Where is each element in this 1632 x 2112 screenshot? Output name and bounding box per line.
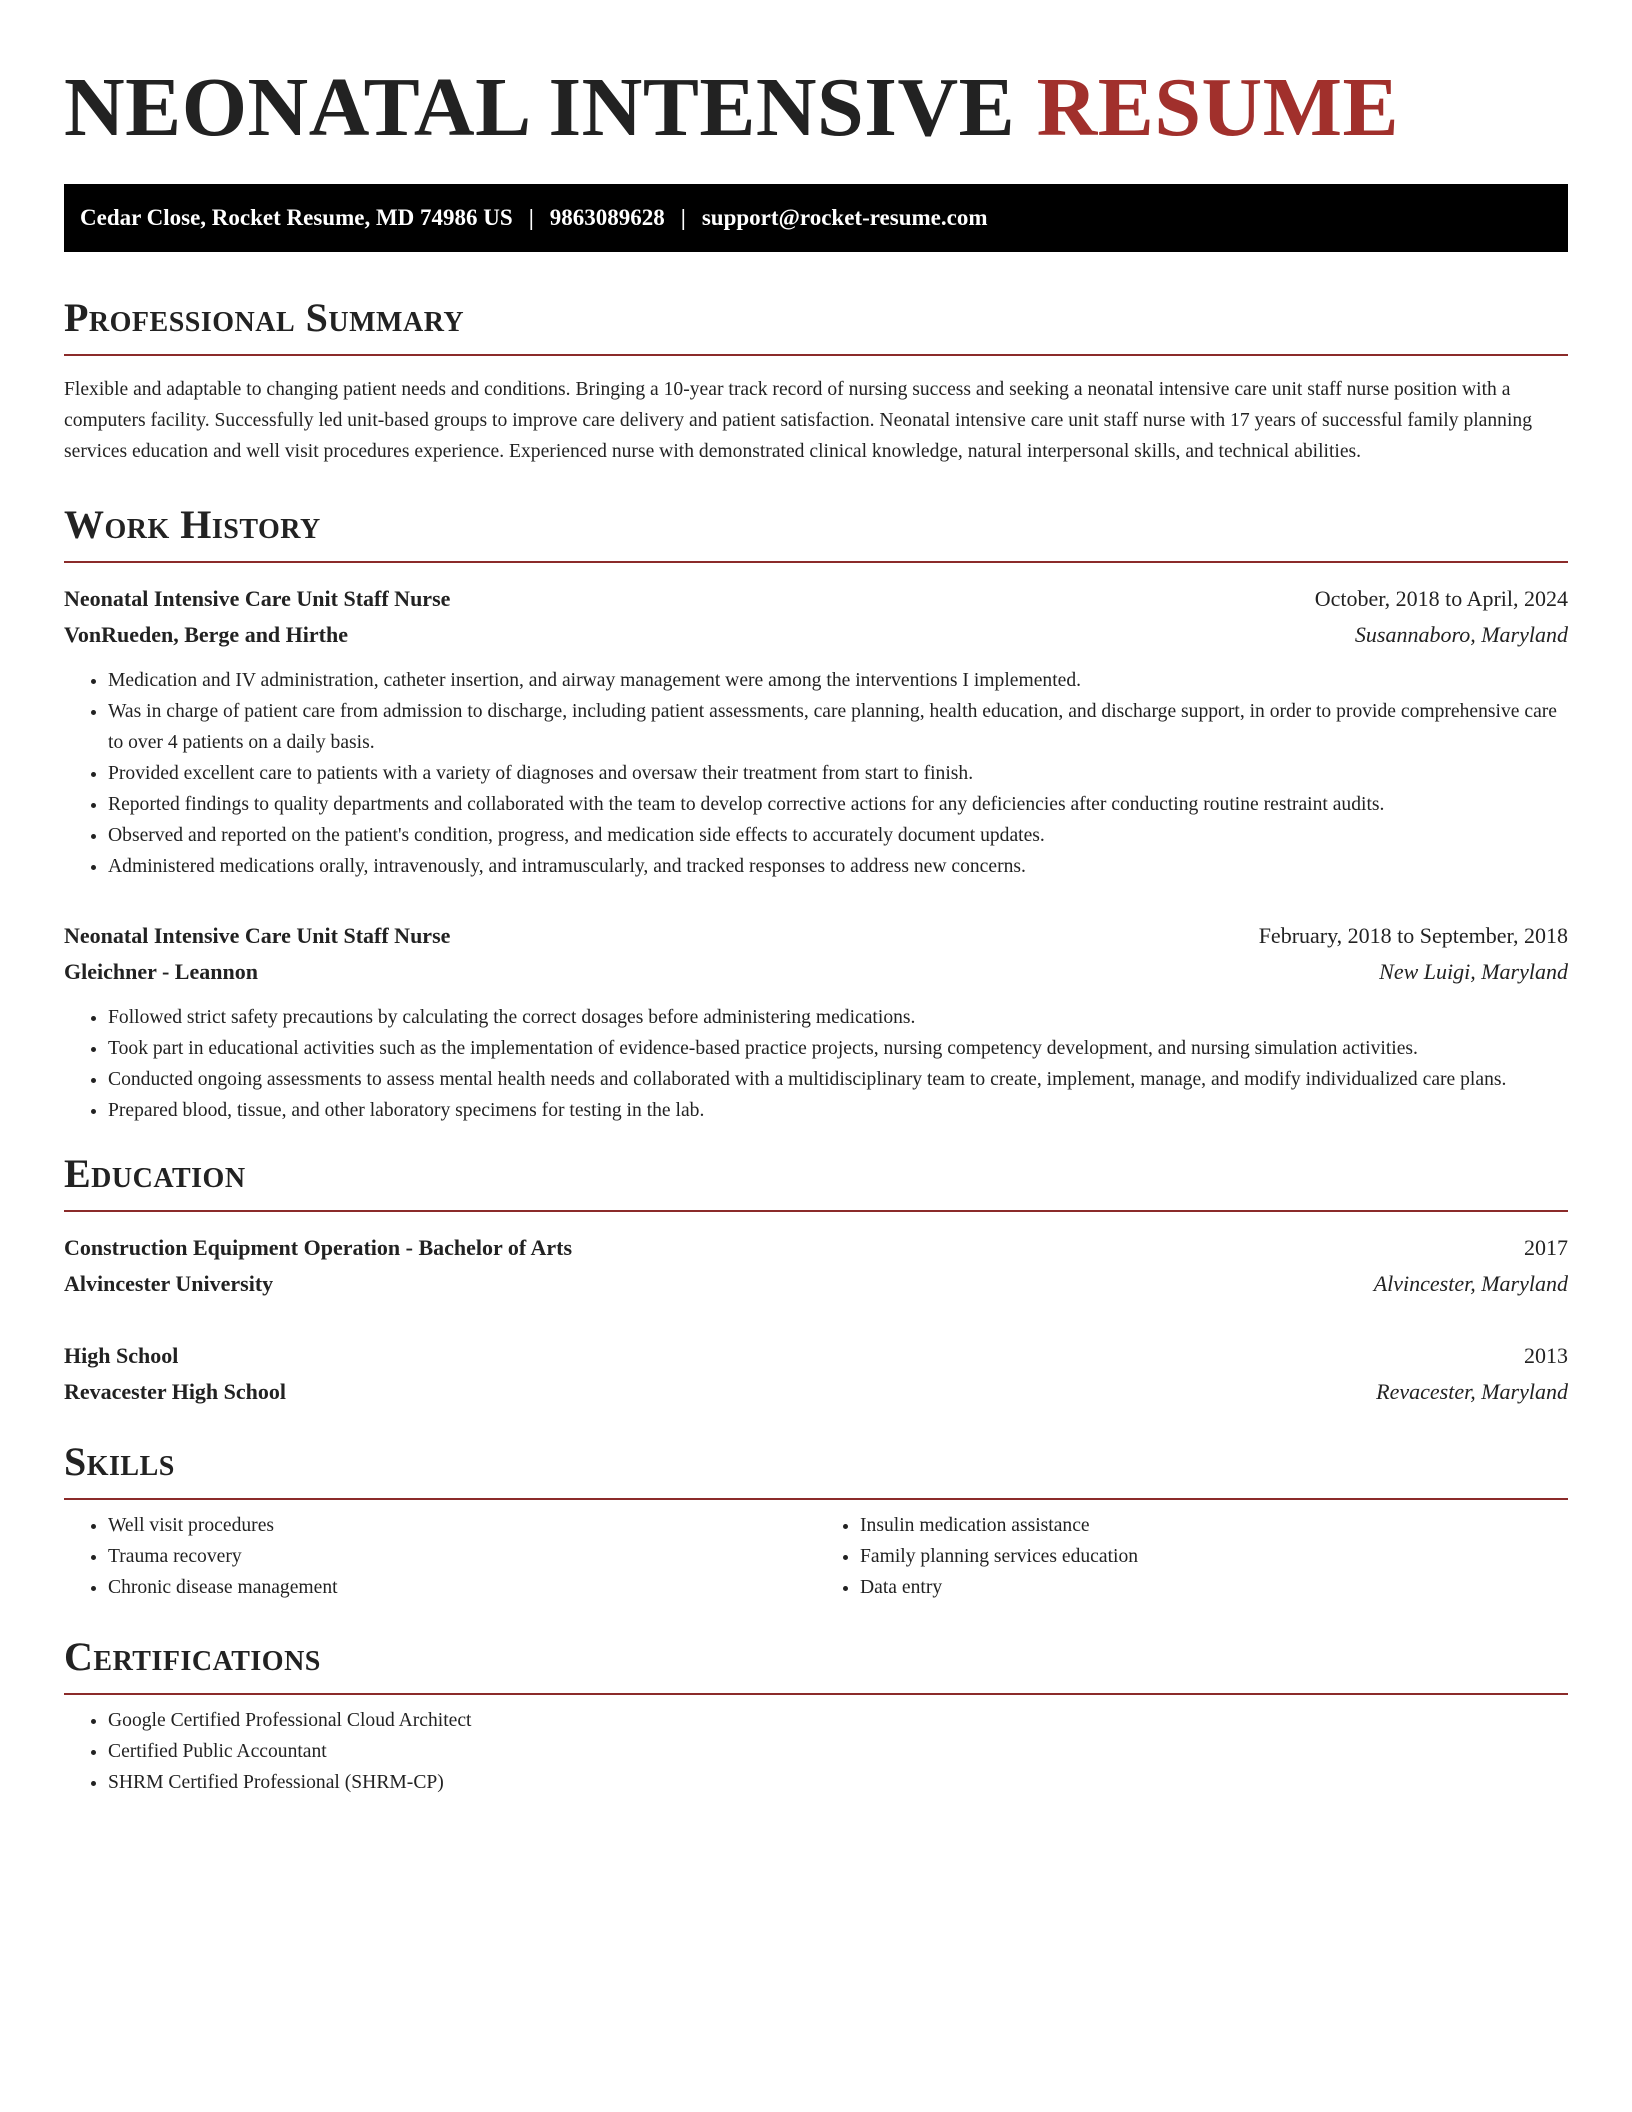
job-location: New Luigi, Maryland	[1379, 959, 1568, 984]
job-entry	[64, 581, 1568, 882]
list-item: • Administered medications orally, intravenously, and intramuscularly, and tracked responses to address new concerns.	[108, 851, 1568, 882]
job-duties-list	[64, 665, 1568, 882]
list-item: • Data entry	[860, 1572, 1568, 1603]
list-item: • Conducted ongoing assessments to assess mental health needs and collaborated with a multidisciplinary team to create, implement, manage, and modify individualized care plans.	[108, 1064, 1568, 1095]
work-history-section	[64, 503, 1568, 1126]
list-item: • Family planning services education	[860, 1541, 1568, 1572]
summary-text: Flexible and adaptable to changing patient needs and conditions. Bringing a 10-year track record of nursing success and seeking a neonatal intensive care unit staff nurse position with a computers facility. Successfully led unit-based groups to improve care delivery and patient satisfaction. Neonatal intensive care unit staff nurse with 17 years of successful family planning services education and well visit procedures experience. Experienced nurse with demonstrated clinical knowledge, natural interpersonal skills, and technical abilities.	[64, 379, 1533, 462]
list-item: • Was in charge of patient care from admission to discharge, including patient assessments, care planning, health education, and discharge support, in order to provide comprehensive care to over 4 patients on a daily basis.	[108, 696, 1568, 758]
education-degree: High School	[64, 1343, 179, 1368]
list-item: • Took part in educational activities such as the implementation of evidence-based practice projects, nursing competency development, and nursing simulation activities.	[108, 1033, 1568, 1064]
section-divider	[64, 1693, 1568, 1695]
certifications-section	[64, 1635, 1568, 1798]
section-divider	[64, 561, 1568, 563]
list-item: • Prepared blood, tissue, and other laboratory specimens for testing in the lab.	[108, 1095, 1568, 1126]
section-divider	[64, 1498, 1568, 1500]
skills-section	[64, 1440, 1568, 1603]
skills-columns	[64, 1510, 1568, 1603]
list-item: • Trauma recovery	[108, 1541, 816, 1572]
certifications-list	[64, 1705, 1568, 1798]
job-header-row	[64, 581, 1568, 617]
contact-address: Cedar Close, Rocket Resume, MD 74986 US	[80, 205, 513, 230]
list-item: • SHRM Certified Professional (SHRM-CP)	[108, 1767, 1568, 1798]
education-year: 2017	[1524, 1235, 1568, 1260]
list-item: • Reported findings to quality departments and collaborated with the team to develop corrective actions for any deficiencies after conducting routine restraint audits.	[108, 789, 1568, 820]
list-item: • Well visit procedures	[108, 1510, 816, 1541]
skills-list-left	[64, 1510, 816, 1603]
contact-email: support@rocket-resume.com	[701, 205, 988, 230]
section-title: Education	[64, 1151, 246, 1196]
education-location: Alvincester, Maryland	[1373, 1271, 1568, 1296]
job-entry	[64, 918, 1568, 1126]
contact-bar	[64, 184, 1568, 252]
skills-list-right	[816, 1510, 1568, 1603]
job-duties-list	[64, 1002, 1568, 1126]
list-item: • Insulin medication assistance	[860, 1510, 1568, 1541]
contact-phone: 9863089628	[549, 205, 665, 230]
education-header-row	[64, 1338, 1568, 1374]
list-item: • Provided excellent care to patients with a variety of diagnoses and oversaw their treatment from start to finish.	[108, 758, 1568, 789]
education-location: Revacester, Maryland	[1376, 1379, 1568, 1404]
list-item: • Followed strict safety precautions by calculating the correct dosages before administering medications.	[108, 1002, 1568, 1033]
list-item: • Chronic disease management	[108, 1572, 816, 1603]
contact-separator: |	[680, 205, 686, 230]
job-company-row	[64, 954, 1568, 990]
education-degree: Construction Equipment Operation - Bachelor of Arts	[64, 1235, 573, 1260]
job-role: Neonatal Intensive Care Unit Staff Nurse	[64, 586, 451, 611]
job-dates: February, 2018 to September, 2018	[1258, 923, 1568, 948]
education-school-row	[64, 1374, 1568, 1410]
resume-name	[64, 61, 1568, 154]
section-divider	[64, 1210, 1568, 1212]
education-entry	[64, 1338, 1568, 1410]
section-divider	[64, 354, 1568, 356]
list-item: • Observed and reported on the patient's condition, progress, and medication side effects to accurately document updates.	[108, 820, 1568, 851]
education-year: 2013	[1524, 1343, 1568, 1368]
education-header-row	[64, 1230, 1568, 1266]
name-main: NEONATAL INTENSIVE	[64, 61, 1016, 154]
summary-section	[64, 296, 1568, 467]
list-item: • Certified Public Accountant	[108, 1736, 1568, 1767]
section-title: Certifications	[64, 1634, 321, 1679]
job-company: VonRueden, Berge and Hirthe	[64, 622, 348, 647]
section-title: Skills	[64, 1439, 175, 1484]
job-company: Gleichner - Leannon	[64, 959, 258, 984]
education-school: Revacester High School	[64, 1379, 287, 1404]
contact-separator: |	[528, 205, 534, 230]
job-company-row	[64, 617, 1568, 653]
job-location: Susannaboro, Maryland	[1354, 622, 1568, 647]
section-title: Work History	[64, 502, 321, 547]
list-item: • Medication and IV administration, catheter insertion, and airway management were among the interventions I implemented.	[108, 665, 1568, 696]
name-accent: RESUME	[1036, 61, 1400, 154]
list-item: • Google Certified Professional Cloud Architect	[108, 1705, 1568, 1736]
education-entry	[64, 1230, 1568, 1302]
job-dates: October, 2018 to April, 2024	[1314, 586, 1568, 611]
education-section	[64, 1152, 1568, 1410]
job-role: Neonatal Intensive Care Unit Staff Nurse	[64, 923, 451, 948]
education-school-row	[64, 1266, 1568, 1302]
section-title: Professional Summary	[64, 295, 465, 340]
education-school: Alvincester University	[64, 1271, 274, 1296]
job-header-row	[64, 918, 1568, 954]
